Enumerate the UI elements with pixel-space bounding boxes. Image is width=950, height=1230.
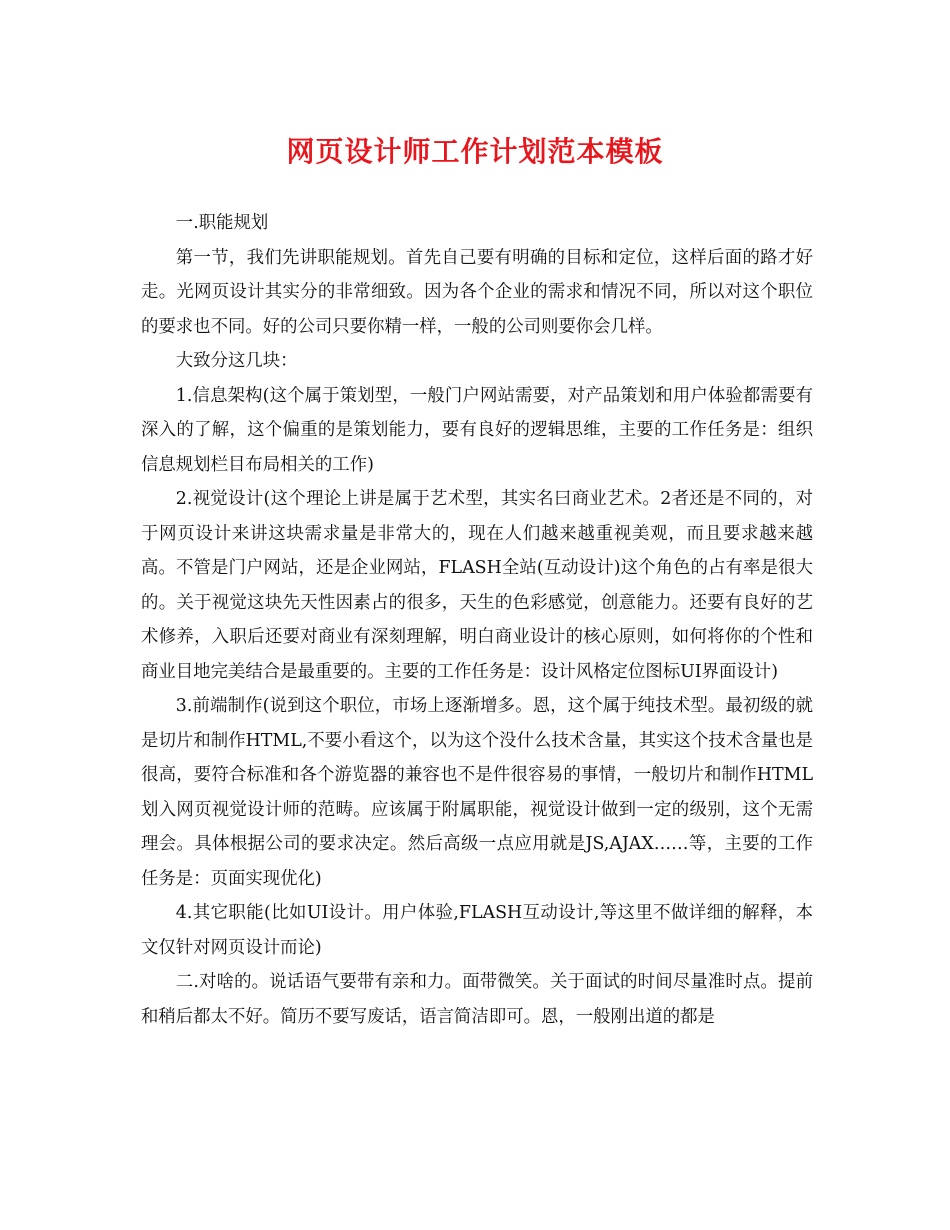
paragraph-intro: 第一节，我们先讲职能规划。首先自己要有明确的目标和定位，这样后面的路才好走。光网页设计其实分的非常细致。因为各个企业的需求和情况不同，所以对这个职位的要求也不同。好的公司只要你精一样，一般的公司则要你会几样。	[141, 247, 813, 337]
document-title: 网页设计师工作计划范本模板	[286, 135, 664, 168]
list-item-other-roles: 4.其它职能(比如UI设计。用户体验,FLASH互动设计,等这里不做详细的解释，本文仅针对网页设计而论)	[141, 903, 813, 958]
list-item-information-architecture: 1.信息架构(这个属于策划型，一般门户网站需要，对产品策划和用户体验都需要有深入的了解，这个偏重的是策划能力，要有良好的逻辑思维，主要的工作任务是：组织信息规划栏目布局相关的工作)	[141, 385, 813, 475]
paragraph-overview: 大致分这几块：	[175, 351, 298, 371]
list-item-visual-design: 2.视觉设计(这个理论上讲是属于艺术型，其实名曰商业艺术。2者还是不同的，对于网页设计来讲这块需求量是非常大的，现在人们越来越重视美观，而且要求越来越高。不管是门户网站，还是企业网站，FLASH全站(互动设计)这个角色的占有率是很大的。关于视觉这块先天性因素占的很多，天生的色彩感觉，创意能力。还要有良好的艺术修养，入职后还要对商业有深刻理解，明白商业设计的核心原则，如何将你的个性和商业目地完美结合是最重要的。主要的工作任务是：设计风格定位图标UI界面设计)	[141, 489, 813, 682]
document-body	[141, 206, 813, 1034]
section-heading-1: 一.职能规划	[175, 213, 269, 233]
list-item-frontend: 3.前端制作(说到这个职位，市场上逐渐增多。恩，这个属于纯技术型。最初级的就是切片和制作HTML,不要小看这个，以为这个没什么技术含量，其实这个技术含量也是很高，要符合标准和各个游览器的兼容也不是件很容易的事情，一般切片和制作HTML划入网页视觉设计师的范畴。应该属于附属职能，视觉设计做到一定的级别，这个无需理会。具体根据公司的要求决定。然后高级一点应用就是JS,AJAX……等，主要的工作任务是：页面实现优化)	[141, 696, 813, 889]
section-heading-2-paragraph: 二.对啥的。说话语气要带有亲和力。面带微笑。关于面试的时间尽量准时点。提前和稍后都太不好。简历不要写废话，语言简洁即可。恩，一般刚出道的都是	[141, 972, 813, 1027]
